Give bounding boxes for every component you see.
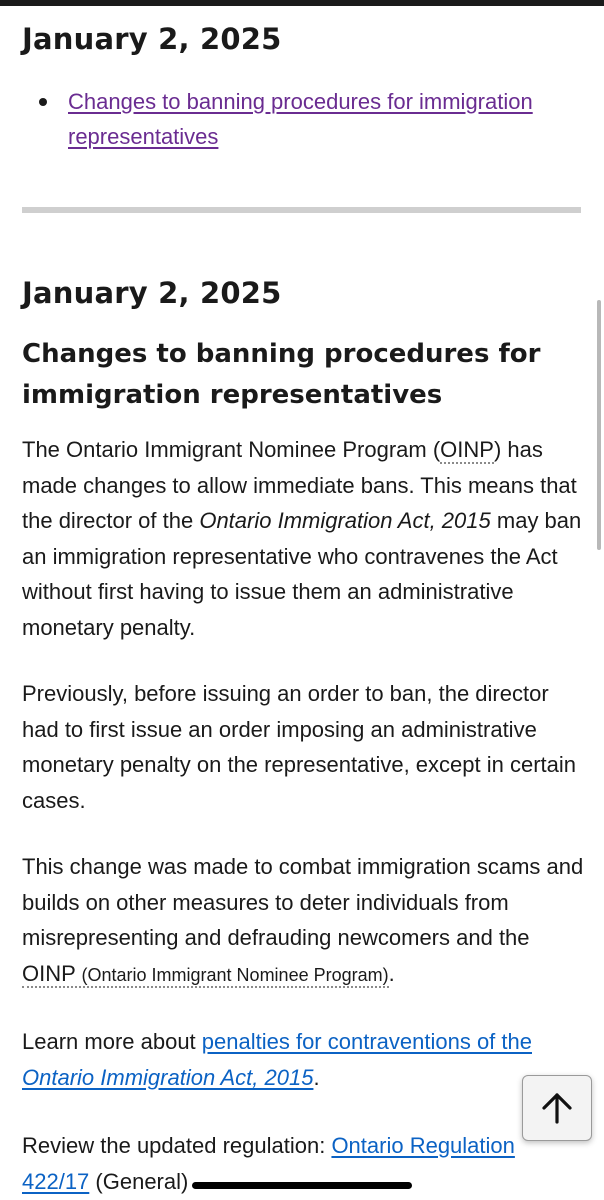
scrollbar[interactable] — [597, 300, 601, 550]
oinp-abbreviation[interactable]: OINP — [440, 437, 494, 462]
regulation-link[interactable]: Ontario Regulation 422/17 — [22, 1133, 515, 1194]
back-to-top-button[interactable] — [522, 1075, 592, 1141]
toc-date-heading: January 2, 2025 — [22, 22, 282, 56]
toc-list — [22, 84, 582, 154]
oinp-expansion: (Ontario Immigrant Nominee Program) — [81, 964, 389, 985]
home-indicator[interactable] — [192, 1182, 412, 1189]
toc-link-banning-procedures[interactable]: Changes to banning procedures for immigration representatives — [68, 89, 533, 149]
oinp-abbreviation[interactable]: OINP (Ontario Immigrant Nominee Program) — [22, 960, 389, 986]
article-title: Changes to banning procedures for immigration representatives — [22, 339, 541, 410]
paragraph-scams: This change was made to combat immigration scams and builds on other measures to deter individuals from misrepresenting and defrauding newcomers and the OINP (Ontario Immigrant Nominee Program). — [22, 854, 584, 986]
penalties-link[interactable]: penalties for contraventions of the Ontario Immigration Act, 2015 — [22, 1029, 532, 1090]
top-bar — [0, 0, 604, 6]
paragraph-intro: The Ontario Immigrant Nominee Program (OINP) has made changes to allow immediate bans. This means that the director of the Ontario Immigration Act, 2015 may ban an immigration representative who contravenes the Act without first having to issue them an administrative monetary penalty. — [22, 437, 582, 640]
paragraph-regulation: Review the updated regulation: Ontario Regulation 422/17 (General) — [22, 1133, 515, 1194]
act-name: Ontario Immigration Act, 2015 — [199, 508, 491, 533]
list-item — [22, 84, 582, 154]
paragraph-previously: Previously, before issuing an order to ban, the director had to first issue an order imposing an administrative monetary penalty on the representative, except in certain cases. — [22, 681, 576, 813]
arrow-up-icon — [540, 1091, 574, 1125]
article-date-heading: January 2, 2025 — [22, 276, 282, 310]
paragraph-learn-more: Learn more about penalties for contraventions of the Ontario Immigration Act, 2015. — [22, 1029, 532, 1090]
section-divider — [22, 207, 581, 213]
